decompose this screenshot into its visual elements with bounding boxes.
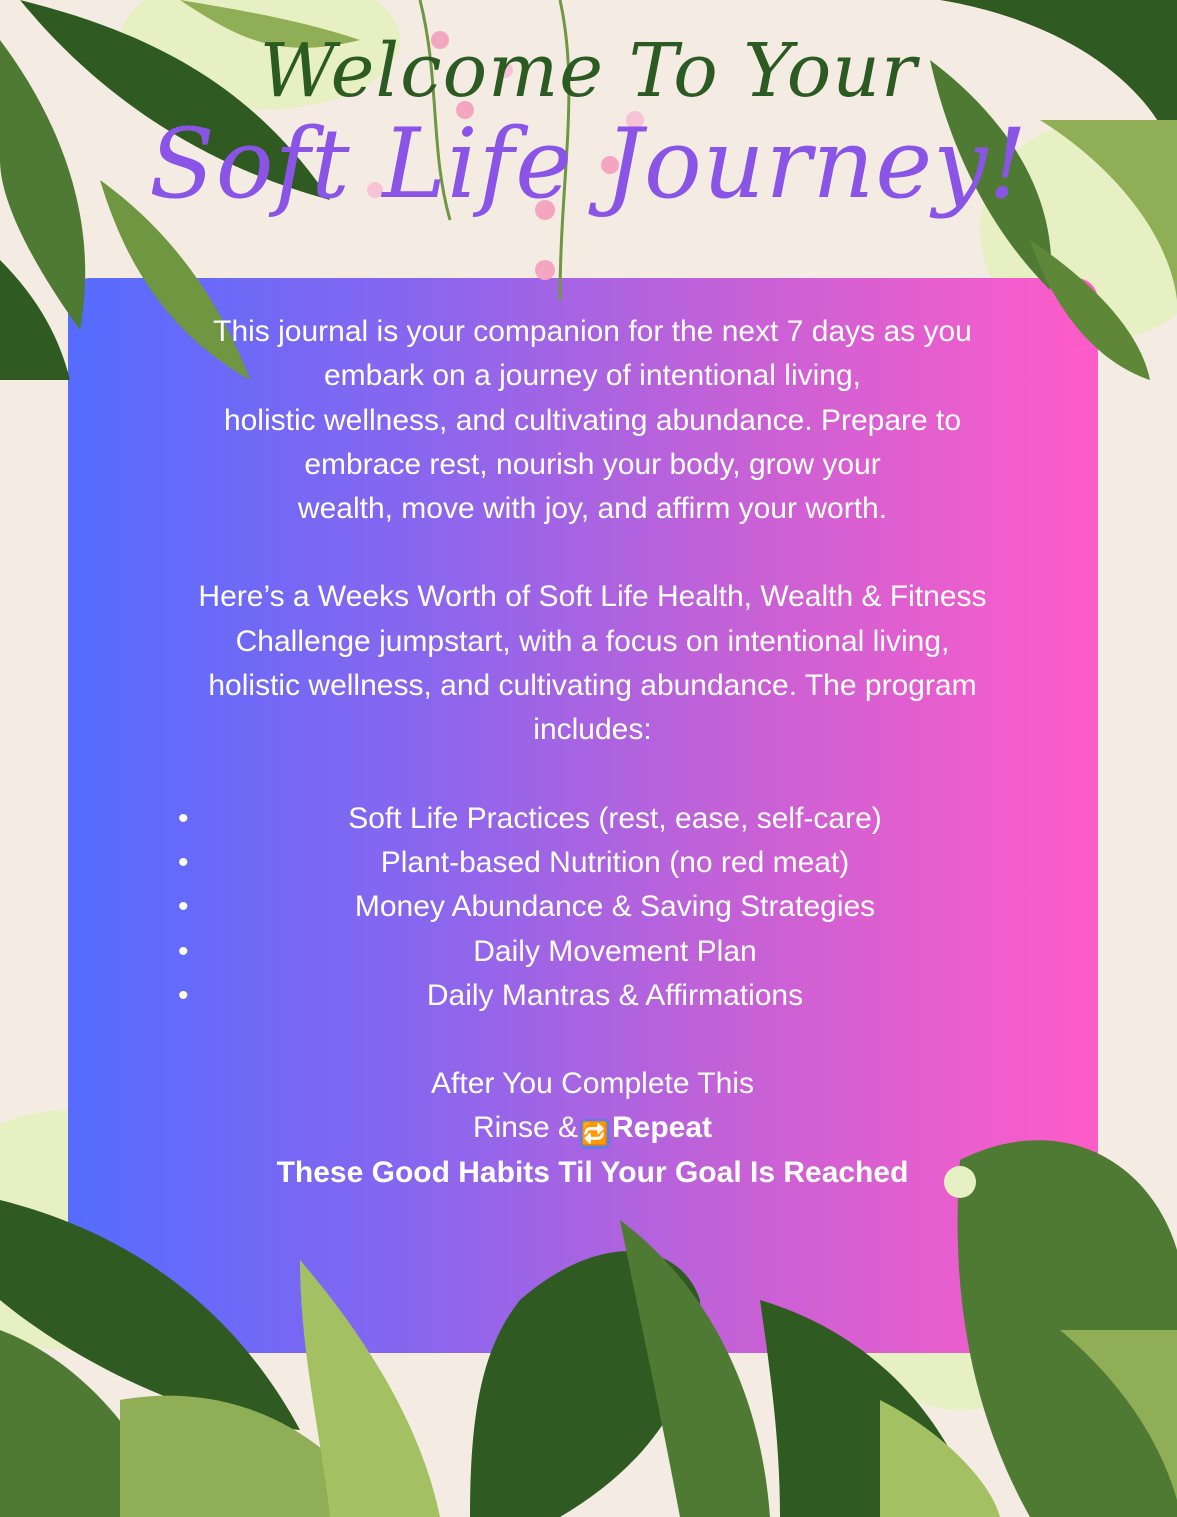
closing-rinse-line (140, 1106, 1045, 1150)
blossom-icon (535, 260, 555, 280)
program-line: Challenge jumpstart, with a focus on intentional living, (235, 624, 950, 658)
rinse-text: Rinse & (472, 1111, 578, 1145)
intro-line: embrace rest, nourish your body, grow your (304, 447, 881, 481)
page-title-line2: Soft Life Journey! (149, 108, 1028, 220)
journal-body (140, 310, 1045, 1195)
repeat-text: Repeat (612, 1111, 713, 1145)
leaf-icon (1030, 240, 1150, 380)
list-item: • Soft Life Practices (rest, ease, self-care) (140, 797, 1045, 841)
page-title-line1: Welcome To Your (259, 28, 918, 114)
list-item: • Daily Movement Plan (140, 930, 1045, 974)
list-item: • Plant-based Nutrition (no red meat) (140, 841, 1045, 885)
program-line: Here’s a Weeks Worth of Soft Life Health, Wealth & Fitness (198, 580, 987, 614)
closing-line: These Good Habits Til Your Goal Is Reached (276, 1155, 909, 1189)
leaf-icon (880, 1400, 1000, 1517)
intro-line: This journal is your companion for the next 7 days as you (213, 315, 972, 348)
list-item: • Money Abundance & Saving Strategies (140, 885, 1045, 929)
intro-line: embark on a journey of intentional living, (324, 359, 861, 393)
monstera-leaf-icon (958, 1140, 1177, 1517)
intro-line: wealth, move with joy, and affirm your worth. (297, 492, 888, 526)
program-items-list (140, 797, 1045, 1018)
repeat-icon: 🔁 (580, 1119, 610, 1149)
list-item: • Daily Mantras & Affirmations (140, 974, 1045, 1018)
program-line: holistic wellness, and cultivating abundance. The program (208, 669, 977, 703)
intro-line: holistic wellness, and cultivating abundance. Prepare to (223, 403, 962, 437)
program-line: includes: (533, 713, 652, 747)
closing-line: After You Complete This (431, 1067, 754, 1101)
